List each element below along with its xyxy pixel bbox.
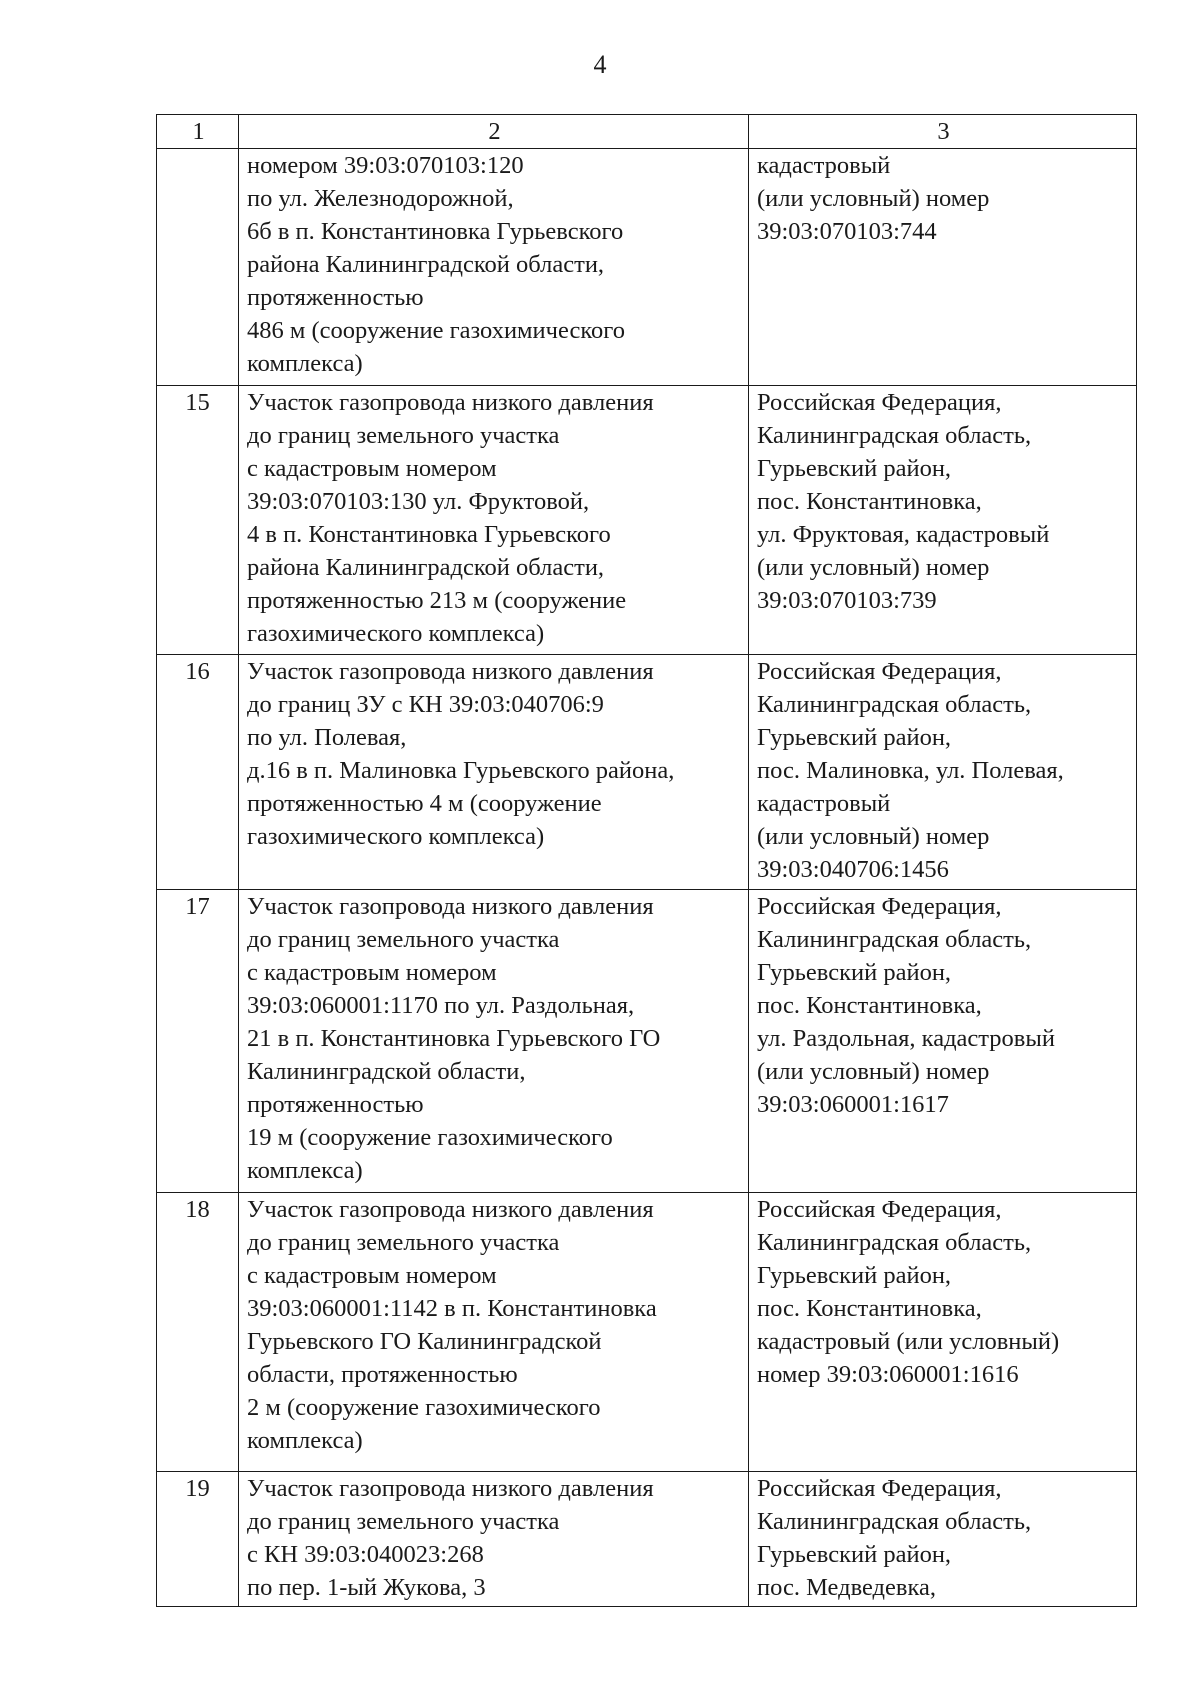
address-line: Гурьевский район,: [757, 1262, 952, 1289]
address-line: кадастровый: [757, 152, 891, 179]
description-line: Калининградской области,: [247, 1058, 526, 1085]
address-line: кадастровый: [757, 790, 891, 817]
row-description: [239, 386, 749, 655]
table-row: [157, 1193, 1137, 1472]
column-header-description: 2: [239, 115, 749, 149]
description-line: до границ ЗУ с КН 39:03:040706:9: [247, 691, 604, 718]
description-line: с КН 39:03:040023:268: [247, 1541, 484, 1568]
description-line: по ул. Железнодорожной,: [247, 185, 514, 212]
description-line: 19 м (сооружение газохимического: [247, 1124, 613, 1151]
description-line: до границ земельного участка: [247, 1229, 560, 1256]
row-description: [239, 1472, 749, 1607]
row-address: [749, 890, 1137, 1193]
row-address: [749, 386, 1137, 655]
description-line: Участок газопровода низкого давления: [247, 658, 654, 685]
row-number: 17: [157, 890, 239, 1193]
address-line: Калининградская область,: [757, 1508, 1032, 1535]
page-number: 4: [593, 50, 607, 79]
description-line: до границ земельного участка: [247, 422, 560, 449]
address-line: пос. Медведевка,: [757, 1574, 936, 1601]
description-line: до границ земельного участка: [247, 926, 560, 953]
address-line: пос. Константиновка,: [757, 992, 982, 1019]
table-row: [157, 890, 1137, 1193]
address-line: Российская Федерация,: [757, 1475, 1002, 1502]
row-description: [239, 890, 749, 1193]
description-line: 39:03:070103:130 ул. Фруктовой,: [247, 488, 590, 515]
description-line: по ул. Полевая,: [247, 724, 407, 751]
description-line: газохимического комплекса): [247, 620, 545, 647]
row-description: [239, 1193, 749, 1472]
description-line: протяженностью 4 м (сооружение: [247, 790, 602, 817]
description-line: протяженностью: [247, 1091, 424, 1118]
row-number: 18: [157, 1193, 239, 1472]
address-line: (или условный) номер: [757, 823, 990, 850]
address-line: кадастровый (или условный): [757, 1328, 1060, 1355]
description-line: д.16 в п. Малиновка Гурьевского района,: [247, 757, 675, 784]
address-line: 39:03:070103:744: [757, 218, 937, 245]
row-description: [239, 149, 749, 386]
address-line: Гурьевский район,: [757, 724, 952, 751]
address-line: Российская Федерация,: [757, 893, 1002, 920]
description-line: 486 м (сооружение газохимического: [247, 317, 625, 344]
description-line: Гурьевского ГО Калининградской: [247, 1328, 602, 1355]
description-line: 6б в п. Константиновка Гурьевского: [247, 218, 624, 245]
description-line: 39:03:060001:1142 в п. Константиновка: [247, 1295, 657, 1322]
table-row: [157, 1472, 1137, 1607]
address-line: пос. Малиновка, ул. Полевая,: [757, 757, 1064, 784]
description-line: до границ земельного участка: [247, 1508, 560, 1535]
description-line: 21 в п. Константиновка Гурьевского ГО: [247, 1025, 661, 1052]
row-address: [749, 149, 1137, 386]
description-line: 4 в п. Константиновка Гурьевского: [247, 521, 611, 548]
address-line: ул. Раздольная, кадастровый: [757, 1025, 1055, 1052]
address-line: (или условный) номер: [757, 554, 990, 581]
row-number: 19: [157, 1472, 239, 1607]
address-line: Калининградская область,: [757, 926, 1032, 953]
address-line: (или условный) номер: [757, 185, 990, 212]
description-line: номером 39:03:070103:120: [247, 152, 524, 179]
address-line: 39:03:070103:739: [757, 587, 937, 614]
description-line: с кадастровым номером: [247, 455, 497, 482]
row-address: [749, 655, 1137, 890]
address-line: 39:03:040706:1456: [757, 856, 949, 883]
address-line: (или условный) номер: [757, 1058, 990, 1085]
address-line: 39:03:060001:1617: [757, 1091, 949, 1118]
row-description: [239, 655, 749, 890]
address-line: пос. Константиновка,: [757, 488, 982, 515]
table-row: [157, 386, 1137, 655]
description-line: Участок газопровода низкого давления: [247, 893, 654, 920]
description-line: газохимического комплекса): [247, 823, 545, 850]
property-registry-table: [156, 114, 1137, 1607]
row-address: [749, 1472, 1137, 1607]
description-line: по пер. 1-ый Жукова, 3: [247, 1574, 486, 1601]
table-row: [157, 149, 1137, 386]
description-line: Участок газопровода низкого давления: [247, 1475, 654, 1502]
description-line: 39:03:060001:1170 по ул. Раздольная,: [247, 992, 635, 1019]
address-line: Гурьевский район,: [757, 455, 952, 482]
address-line: пос. Константиновка,: [757, 1295, 982, 1322]
address-line: Калининградская область,: [757, 1229, 1032, 1256]
column-header-number: 1: [157, 115, 239, 149]
column-header-address: 3: [749, 115, 1137, 149]
address-line: Калининградская область,: [757, 691, 1032, 718]
address-line: Российская Федерация,: [757, 658, 1002, 685]
description-line: с кадастровым номером: [247, 959, 497, 986]
description-line: протяженностью 213 м (сооружение: [247, 587, 627, 614]
row-address: [749, 1193, 1137, 1472]
description-line: Участок газопровода низкого давления: [247, 389, 654, 416]
description-line: Участок газопровода низкого давления: [247, 1196, 654, 1223]
address-line: Российская Федерация,: [757, 1196, 1002, 1223]
description-line: с кадастровым номером: [247, 1262, 497, 1289]
description-line: комплекса): [247, 350, 363, 377]
address-line: ул. Фруктовая, кадастровый: [757, 521, 1050, 548]
description-line: области, протяженностью: [247, 1361, 518, 1388]
address-line: Гурьевский район,: [757, 959, 952, 986]
description-line: района Калининградской области,: [247, 554, 605, 581]
row-number: 15: [157, 386, 239, 655]
description-line: комплекса): [247, 1427, 363, 1454]
description-line: комплекса): [247, 1157, 363, 1184]
description-line: района Калининградской области,: [247, 251, 605, 278]
table-row: [157, 655, 1137, 890]
description-line: протяженностью: [247, 284, 424, 311]
address-line: Российская Федерация,: [757, 389, 1002, 416]
row-number: 16: [157, 655, 239, 890]
row-number: [157, 149, 239, 386]
address-line: Калининградская область,: [757, 422, 1032, 449]
table-header-row: [157, 115, 1137, 149]
address-line: Гурьевский район,: [757, 1541, 952, 1568]
description-line: 2 м (сооружение газохимического: [247, 1394, 601, 1421]
address-line: номер 39:03:060001:1616: [757, 1361, 1019, 1388]
